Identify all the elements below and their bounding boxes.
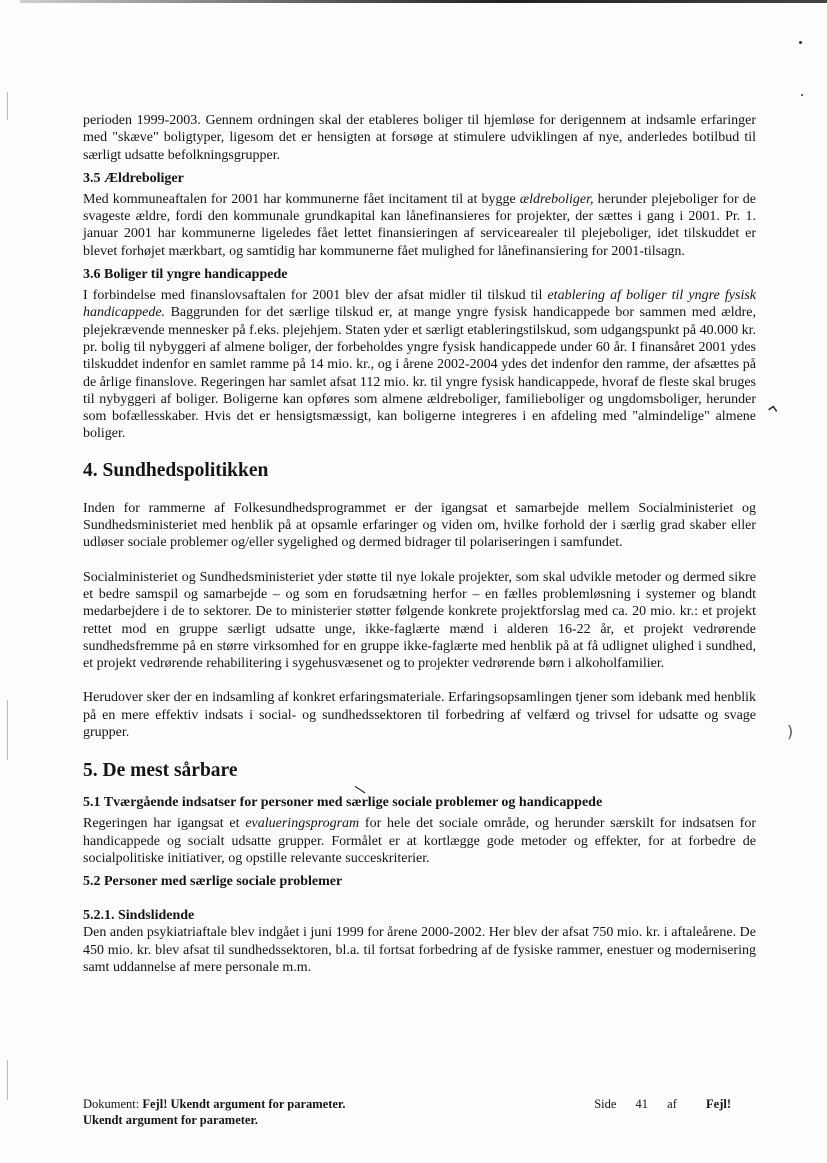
footer-document-label: Dokument: — [83, 1097, 140, 1111]
footer-document-error-continued: Ukendt argument for parameter. — [83, 1112, 258, 1127]
scan-margin-mark — [7, 92, 8, 120]
scan-speck — [801, 94, 803, 96]
continued-paragraph: perioden 1999-2003. Gennem ordningen skal der etableres boliger til hjemløse for derigennem at indsamle erfaringer med "skæve" boligtyper, ligesom det er hensigten at forsøge at stimulere udviklingen af nye, anderledes botilbud til særligt udsatte befolkningsgrupper. — [83, 113, 756, 163]
section-4-heading: 4. Sundhedspolitikken — [83, 459, 269, 481]
scan-top-edge — [20, 0, 827, 3]
section-5-2-1-paragraph: Den anden psykiatriaftale blev indgået i juni 1999 for årene 2000-2002. Her blev der afsat 750 mio. kr. i aftaleårene. De 450 mio. kr. blev afsat til sundhedssektoren, bl.a. til fortsat forbedring af de fysiske rammer, enestuer og modernisering samt uddannelse af mere personale m.m. — [83, 925, 756, 975]
pen-tick-mark: \ — [353, 782, 368, 798]
section-4-paragraph-2: Socialministeriet og Sundhedsministeriet yder støtte til nye lokale projekter, som skal udvikle metoder og dermed sikre et bedre samspil og samarbejde – og som en forudsætning herfor – en fælles problemløsning i systemer og blandt medarbejdere i de to sektorer. De to ministerier støtter følgende konkrete projektforslag med ca. 20 mio. kr.: et projekt rettet mod en gruppe særligt udsatte unge, ikke-faglærte mænd i alderen 16-22 år, et projekt vedrørende sundhedsfremme på en større virksomhed for en gruppe ikke-faglærte med henblik på at få udlignet ulighed i sundhed, et projekt vedrørende rehabilitering i sygehusvæsenet og to projekter vedrørende børn i alkoholfamilier. — [83, 569, 756, 672]
scan-margin-mark — [7, 1060, 8, 1100]
page-footer — [83, 1097, 743, 1128]
footer-page-number: 41 — [635, 1097, 649, 1111]
section-5-2-1-heading: 5.2.1. Sindslidende — [83, 908, 195, 924]
section-3-6-heading: 3.6 Boliger til yngre handicappede — [83, 267, 288, 283]
section-3-5-paragraph: Med kommuneaftalen for 2001 har kommunerne fået incitament til at bygge ældreboliger, herunder plejeboliger for de svageste ældre, fordi den kommunale grundkapital kan lånefinansieres for projekter, der sættes i gang i 2001. Pr. 1. januar 2001 har kommunerne ligeledes fået lettet finansieringen af servicearealer til plejeboliger, idet tilskuddet er blevet forhøjet mærkbart, og samtidig har kommunerne fået mulighed for lånefinansiering for 2001-tilsagn. — [83, 191, 756, 259]
section-5-heading: 5. De mest sårbare — [83, 760, 238, 782]
section-5-1-paragraph: Regeringen har igangsat et evalueringsprogram for hele det sociale område, og herunder særskilt for indsatsen for handicappede og socialt udsatte grupper. Formålet er at kortlægge gode metoder og effekter, for at forbedre de socialpolitiske initiativer, og opstille relevante succeskriterier. — [83, 816, 756, 866]
footer-total-error: Fejl! — [706, 1097, 731, 1111]
margin-bracket-mark: ) — [787, 722, 794, 741]
page-body — [83, 112, 756, 976]
section-4-paragraph-1: Inden for rammerne af Folkesundhedsprogrammet er der igangsat et samarbejde mellem Socialministeriet og Sundhedsministeriet med henblik på at opsamle erfaringer og viden om, hvilke forhold der i særlig grad skaber eller udløser sociale problemer og/eller sygelighed og dermed bidrager til polariseringen i samfundet. — [83, 500, 756, 551]
footer-of-label: af — [667, 1097, 677, 1111]
section-4-paragraph-3: Herudover sker der en indsamling af konkret erfaringsmateriale. Erfaringsopsamlingen tjener som idebank med henblik på en mere effektiv indsats i social- og sundhedssektoren til forbedring af velfærd og trivsel for udsatte og svage grupper. — [83, 690, 756, 741]
footer-side-label: Side — [594, 1097, 617, 1111]
margin-stroke-mark: ⌝ — [764, 401, 787, 427]
section-5-1-heading: 5.1 Tværgående indsatser for personer med særlige sociale problemer og handicappede — [83, 795, 603, 811]
section-3-6-paragraph: I forbindelse med finanslovsaftalen for 2001 blev der afsat midler til tilskud til etablering af boliger til yngre fysisk handicappede. Baggrunden for det særlige tilskud er, at mange yngre fysisk handicappede bor sammen med ældre, plejekrævende mennesker på f.eks. plejehjem. Staten yder et særligt etableringstilskud, som udgangspunkt på 40.000 kr. pr. bolig til nybyggeri af almene boliger, der forbeholdes yngre fysisk handicappede under 60 år. I finansåret 2001 ydes tilskuddet indenfor en samlet ramme på 14 mio. kr., og i årene 2002-2004 ydes det indenfor den ramme, der afsættes på de årlige finanslove. Regeringen har samlet afsat 112 mio. kr. til yngre fysisk handicappede, hvoraf de fleste skal bruges til nybyggeri af boliger. Boligerne kan opføres som almene ældreboliger, familieboliger og ungdomsboliger, herunder som bofællesskaber. Hvis det er hensigtsmæssigt, kan boligerne integreres i en afdeling med "almindelige" almene boliger. — [83, 288, 756, 442]
section-5-2-heading: 5.2 Personer med særlige sociale problemer — [83, 874, 343, 890]
footer-page-indicator — [578, 1097, 731, 1113]
section-3-5-heading: 3.5 Ældreboliger — [83, 170, 184, 186]
scan-speck — [799, 41, 802, 44]
scan-margin-mark — [7, 700, 8, 760]
footer-document-error: Fejl! Ukendt argument for parameter. — [142, 1097, 346, 1111]
